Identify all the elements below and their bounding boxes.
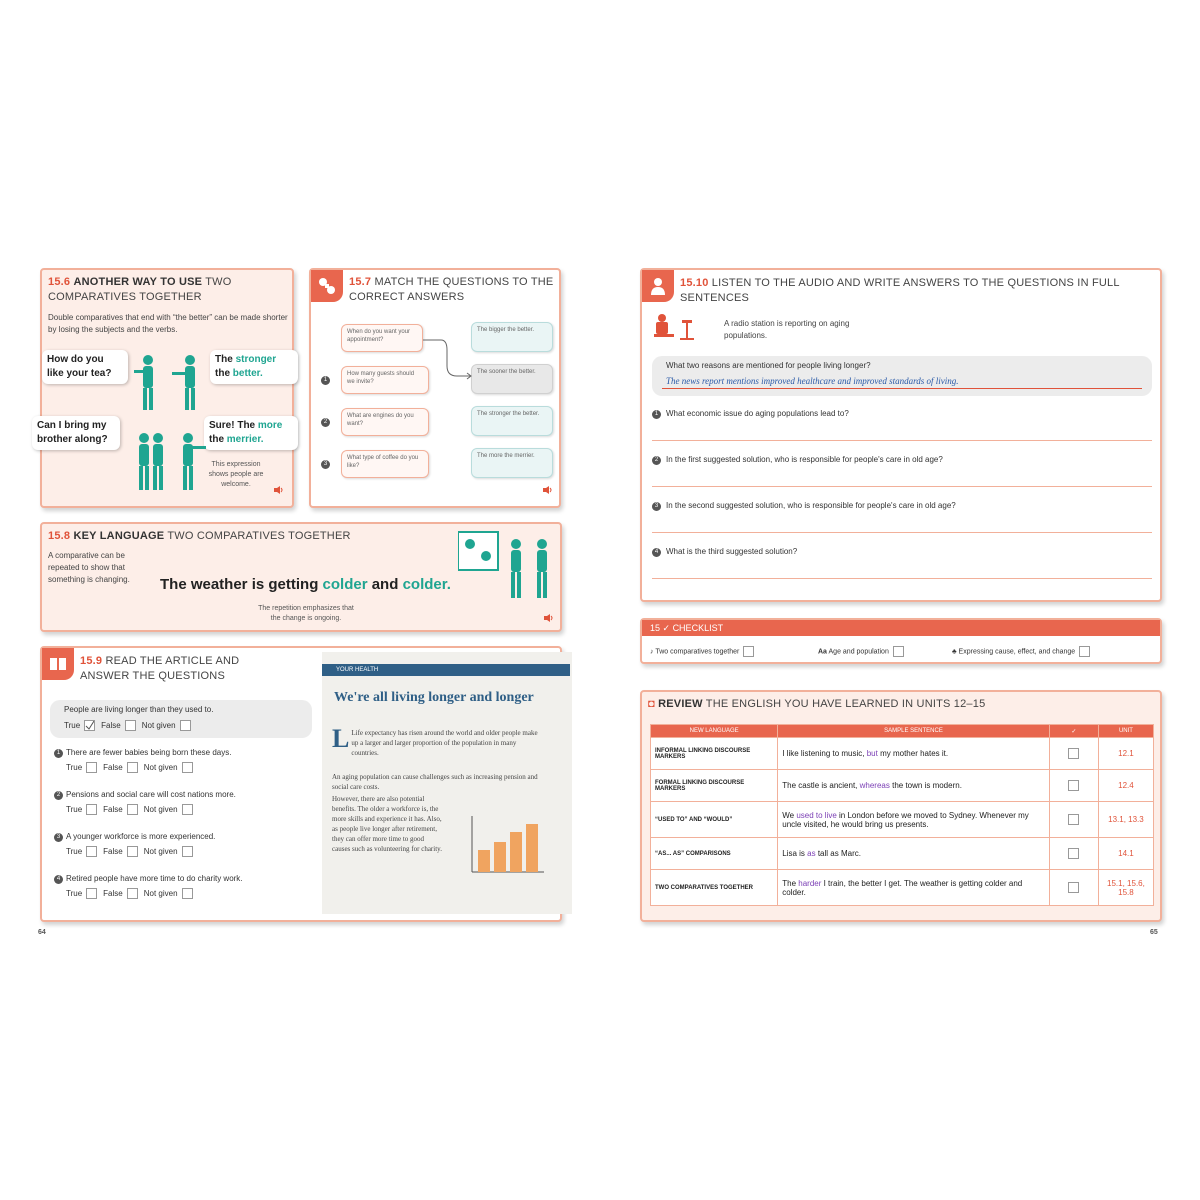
exercise-15-8-panel bbox=[40, 522, 562, 632]
speech-bubble-answer-1: The stronger the better. bbox=[210, 350, 298, 384]
match-connector-line bbox=[423, 336, 473, 380]
table-row bbox=[651, 802, 1154, 838]
article-headline: We're all living longer and longer bbox=[334, 690, 534, 705]
question-4-answers[interactable]: True False Not given bbox=[66, 888, 199, 900]
new-language-cell: “USED TO” AND “WOULD” bbox=[651, 802, 778, 838]
sample-sentence-cell: We used to live in London before we moved to Sydney. Whenever my uncle visited, he would bring us presents. bbox=[778, 802, 1050, 838]
answer-card-3[interactable]: The stronger the better. bbox=[471, 406, 553, 436]
unit-cell: 13.1, 13.3 bbox=[1098, 802, 1153, 838]
checklist-title: CHECKLIST bbox=[672, 623, 724, 633]
exercise-15-7-panel bbox=[309, 268, 561, 508]
answer-line-2[interactable] bbox=[652, 486, 1152, 487]
unit-cell: 12.1 bbox=[1098, 738, 1153, 770]
checklist-item-1[interactable]: ♪ Two comparatives together bbox=[650, 646, 760, 658]
new-language-cell: INFORMAL LINKING DISCOURSE MARKERS bbox=[651, 738, 778, 770]
answer-card-1[interactable]: The bigger the better. bbox=[471, 322, 553, 352]
check-cell[interactable] bbox=[1049, 870, 1098, 906]
exercise-15-10-intro: A radio station is reporting on aging populations. bbox=[724, 319, 850, 340]
question-card-4[interactable]: What type of coffee do you like? bbox=[341, 450, 429, 478]
article-body-1: L Life expectancy has risen around the world and older people make up a larger and larger proportion of the population in many countries. bbox=[332, 724, 538, 757]
question-number-1: 1 bbox=[321, 376, 330, 385]
review-panel bbox=[640, 690, 1162, 922]
exercise-15-10-title: 15.10 LISTEN TO THE AUDIO AND WRITE ANSWERS TO THE QUESTIONS IN FULL SENTENCES bbox=[680, 277, 1120, 304]
audio-speaker-icon[interactable] bbox=[544, 614, 554, 622]
article-body-2: An aging population can cause challenges such as increasing pension and social care costs. bbox=[332, 773, 538, 791]
speech-bubble-answer-2: Sure! The more the merrier. bbox=[204, 416, 298, 450]
book-icon bbox=[42, 648, 74, 680]
unit-cell: 15.1, 15.6, 15.8 bbox=[1098, 870, 1153, 906]
table-row bbox=[651, 770, 1154, 802]
check-cell[interactable] bbox=[1049, 770, 1098, 802]
question-4-text: What is the third suggested solution? bbox=[666, 547, 798, 556]
example-answer-line bbox=[662, 388, 1142, 389]
exercise-15-7-title: 15.7 MATCH THE QUESTIONS TO THE CORRECT ANSWERS bbox=[349, 276, 554, 303]
key-sentence: The weather is getting colder and colder. bbox=[160, 576, 451, 593]
page-number-right: 65 bbox=[1150, 929, 1158, 936]
example-answer-row: True False Not given bbox=[64, 720, 197, 732]
unit-cell: 14.1 bbox=[1098, 838, 1153, 870]
table-row bbox=[651, 870, 1154, 906]
checklist-number: 15 bbox=[650, 623, 661, 633]
unit-cell: 12.4 bbox=[1098, 770, 1153, 802]
question-number-2: 2 bbox=[321, 418, 330, 427]
review-title: ◘ REVIEW THE ENGLISH YOU HAVE LEARNED IN UNITS 12–15 bbox=[648, 698, 986, 710]
answer-card-2[interactable]: The sooner the better. bbox=[471, 364, 553, 394]
new-language-cell: TWO COMPARATIVES TOGETHER bbox=[651, 870, 778, 906]
question-2-text: Pensions and social care will cost nations more. bbox=[66, 790, 236, 799]
exercise-15-9-panel bbox=[40, 646, 562, 922]
exercise-15-9-title: 15.9 READ THE ARTICLE AND ANSWER THE QUESTIONS bbox=[80, 655, 240, 682]
checklist-item-3[interactable]: ♣ Expressing cause, effect, and change bbox=[952, 646, 1096, 658]
check-cell[interactable] bbox=[1049, 738, 1098, 770]
checklist-item-2[interactable]: Aa Age and population bbox=[818, 646, 910, 658]
question-card-1[interactable]: When do you want your appointment? bbox=[341, 324, 423, 352]
table-row bbox=[651, 838, 1154, 870]
people-group-illustration bbox=[130, 430, 210, 492]
question-3-answers[interactable]: True False Not given bbox=[66, 846, 199, 858]
article-body-3: However, there are also potential benefits. The older a workforce is, the more skills and experience it has. Also, as people live longer after retirement, they can offer more time to good causes such as volunteering for charity. bbox=[332, 795, 442, 853]
speech-bubble-question-1: How do you like your tea? bbox=[42, 350, 128, 384]
question-number-1: 1 bbox=[54, 749, 63, 758]
question-number-4: 4 bbox=[652, 548, 661, 557]
example-question-text: What two reasons are mentioned for people living longer? bbox=[666, 361, 871, 370]
new-language-cell: “AS... AS” COMPARISONS bbox=[651, 838, 778, 870]
question-number-3: 3 bbox=[652, 502, 661, 511]
answer-card-4[interactable]: The more the merrier. bbox=[471, 448, 553, 478]
audio-speaker-icon[interactable] bbox=[274, 486, 284, 494]
sample-sentence-cell: The harder I train, the better I get. The weather is getting colder and colder. bbox=[778, 870, 1050, 906]
match-icon bbox=[311, 270, 343, 302]
table-row bbox=[651, 738, 1154, 770]
question-4-text: Retired people have more time to do charity work. bbox=[66, 874, 243, 883]
check-cell[interactable] bbox=[1049, 838, 1098, 870]
new-language-cell: FORMAL LINKING DISCOURSE MARKERS bbox=[651, 770, 778, 802]
header-new-language: NEW LANGUAGE bbox=[651, 725, 778, 738]
header-sample-sentence: SAMPLE SENTENCE bbox=[778, 725, 1050, 738]
question-number-2: 2 bbox=[652, 456, 661, 465]
question-1-answers[interactable]: True False Not given bbox=[66, 762, 199, 774]
question-number-3: 3 bbox=[321, 460, 330, 469]
weather-chart-illustration bbox=[458, 530, 558, 602]
check-cell[interactable] bbox=[1049, 802, 1098, 838]
header-unit: UNIT bbox=[1098, 725, 1153, 738]
people-drinking-tea-illustration bbox=[130, 352, 210, 412]
sample-sentence-cell: I like listening to music, but my mother hates it. bbox=[778, 738, 1050, 770]
speech-bubble-question-2: Can I bring my brother along? bbox=[32, 416, 120, 450]
answer-line-1[interactable] bbox=[652, 440, 1152, 441]
question-1-text: There are fewer babies being born these days. bbox=[66, 748, 232, 757]
question-3-text: In the second suggested solution, who is responsible for people's care in old age? bbox=[666, 501, 956, 510]
question-card-2[interactable]: How many guests should we invite? bbox=[341, 366, 429, 394]
expression-note: This expression shows people are welcome. bbox=[208, 461, 264, 488]
example-question-text: People are living longer than they used to. bbox=[64, 705, 214, 714]
question-2-text: In the first suggested solution, who is responsible for people's care in old age? bbox=[666, 455, 943, 464]
exercise-15-8-title: 15.8 KEY LANGUAGE TWO COMPARATIVES TOGETHER bbox=[48, 530, 351, 542]
newspaper-article bbox=[322, 652, 572, 914]
question-number-4: 4 bbox=[54, 875, 63, 884]
question-card-3[interactable]: What are engines do you want? bbox=[341, 408, 429, 436]
answer-line-4[interactable] bbox=[652, 578, 1152, 579]
sample-sentence-cell: Lisa is as tall as Marc. bbox=[778, 838, 1050, 870]
question-3-text: A younger workforce is more experienced. bbox=[66, 832, 216, 841]
audio-speaker-icon[interactable] bbox=[543, 486, 553, 494]
review-table-header bbox=[651, 725, 1154, 738]
question-number-3: 3 bbox=[54, 833, 63, 842]
exercise-15-6-intro: Double comparatives that end with “the better” can be made shorter by losing the subjects and the verbs. bbox=[48, 313, 288, 334]
question-1-text: What economic issue do aging populations lead to? bbox=[666, 409, 849, 418]
exercise-15-8-intro: A comparative can be repeated to show that something is changing. bbox=[48, 551, 130, 584]
exercise-15-6-panel bbox=[37, 268, 294, 508]
answer-line-3[interactable] bbox=[652, 532, 1152, 533]
exercise-15-6-title: 15.6 ANOTHER WAY TO USE TWO COMPARATIVES TOGETHER bbox=[48, 276, 232, 303]
question-number-2: 2 bbox=[54, 791, 63, 800]
checklist-header-bar: 15 ✓ CHECKLIST bbox=[642, 620, 1160, 636]
example-answer-text: The news report mentions improved healthcare and improved standards of living. bbox=[666, 376, 959, 386]
exercise-15-10-panel bbox=[640, 268, 1162, 602]
header-check: ✓ bbox=[1049, 725, 1098, 738]
review-table bbox=[650, 724, 1154, 906]
page-number-left: 64 bbox=[38, 929, 46, 936]
repetition-note: The repetition emphasizes that the change is ongoing. bbox=[258, 605, 354, 622]
radio-presenter-illustration bbox=[650, 312, 700, 342]
listening-icon bbox=[642, 270, 674, 302]
sample-sentence-cell: The castle is ancient, whereas the town is modern. bbox=[778, 770, 1050, 802]
bar-chart-illustration bbox=[466, 812, 546, 876]
checklist-panel bbox=[640, 618, 1162, 664]
question-2-answers[interactable]: True False Not given bbox=[66, 804, 199, 816]
article-tag: YOUR HEALTH bbox=[322, 664, 570, 676]
question-number-1: 1 bbox=[652, 410, 661, 419]
